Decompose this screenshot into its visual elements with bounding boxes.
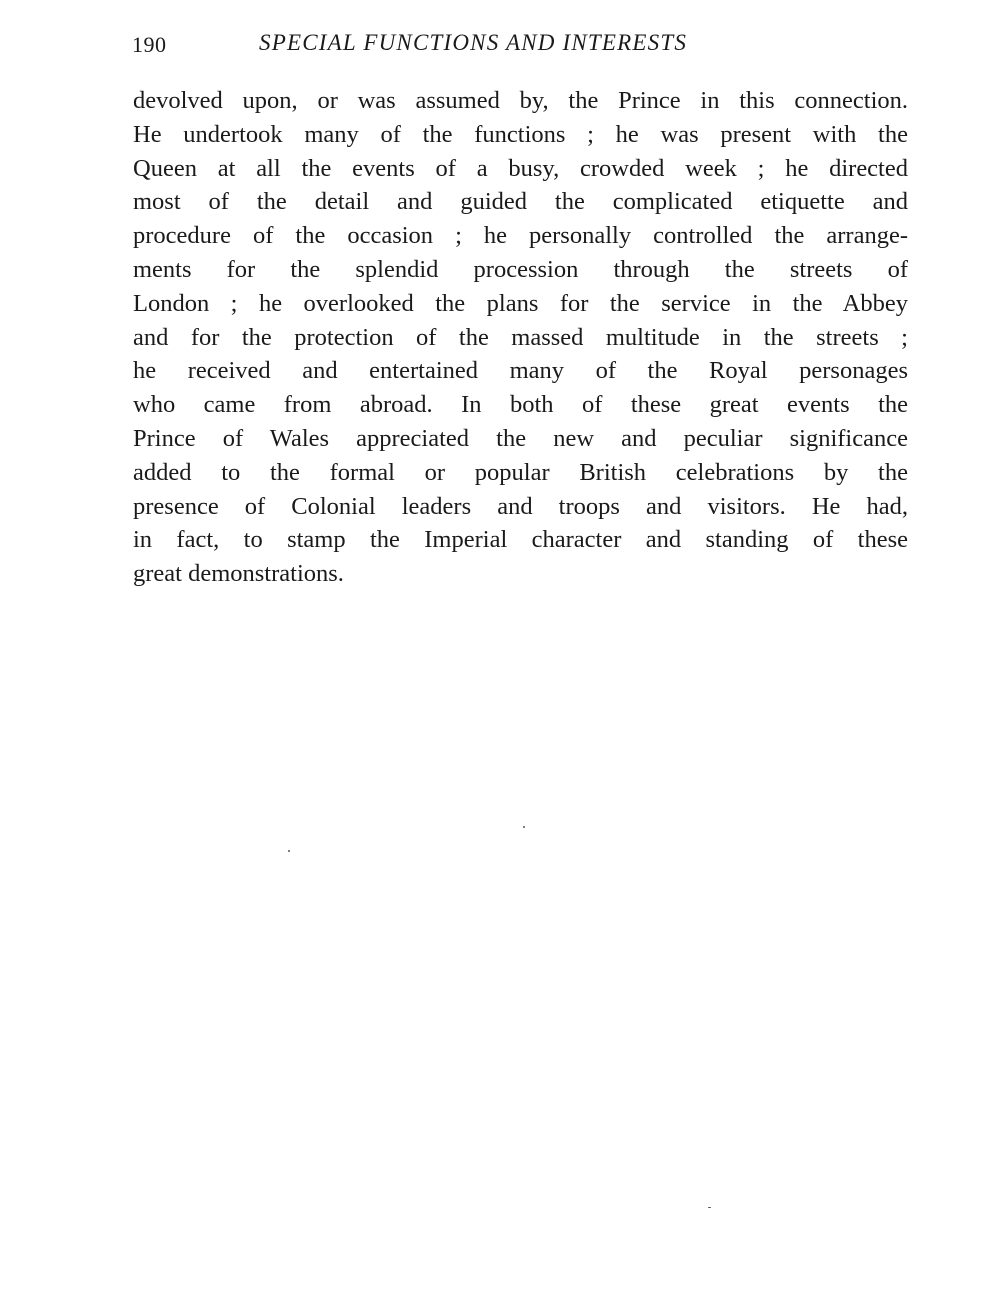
scan-speck [288, 850, 290, 852]
scan-speck [708, 1207, 711, 1208]
text-line: ments for the splendid procession through the streets of [133, 255, 908, 283]
text-line: London ; he overlooked the plans for the service in the Abbey [133, 289, 908, 317]
page-number: 190 [132, 32, 167, 57]
text-line: great demonstrations. [133, 560, 344, 588]
text-line: procedure of the occasion ; he personally controlled the arrange- [133, 222, 908, 250]
text-line: he received and entertained many of the Royal personages [133, 357, 908, 385]
text-line: Queen at all the events of a busy, crowded week ; he directed [133, 154, 908, 182]
running-head [132, 30, 912, 60]
running-title: SPECIAL FUNCTIONS AND INTERESTS [259, 30, 688, 55]
text-line: Prince of Wales appreciated the new and peculiar significance [133, 424, 908, 452]
text-line: who came from abroad. In both of these great events the [133, 391, 908, 419]
text-line: devolved upon, or was assumed by, the Prince in this connection. [133, 87, 908, 114]
text-line: most of the detail and guided the complicated etiquette and [133, 188, 908, 216]
text-line: presence of Colonial leaders and troops and visitors. He had, [133, 492, 908, 520]
scan-speck [523, 826, 525, 828]
text-line: He undertook many of the functions ; he was present with the [133, 120, 908, 148]
text-line: and for the protection of the massed multitude in the streets ; [133, 323, 908, 351]
text-line: added to the formal or popular British celebrations by the [133, 458, 908, 486]
text-line: in fact, to stamp the Imperial character and standing of these [133, 526, 908, 554]
body-paragraph [133, 84, 908, 591]
